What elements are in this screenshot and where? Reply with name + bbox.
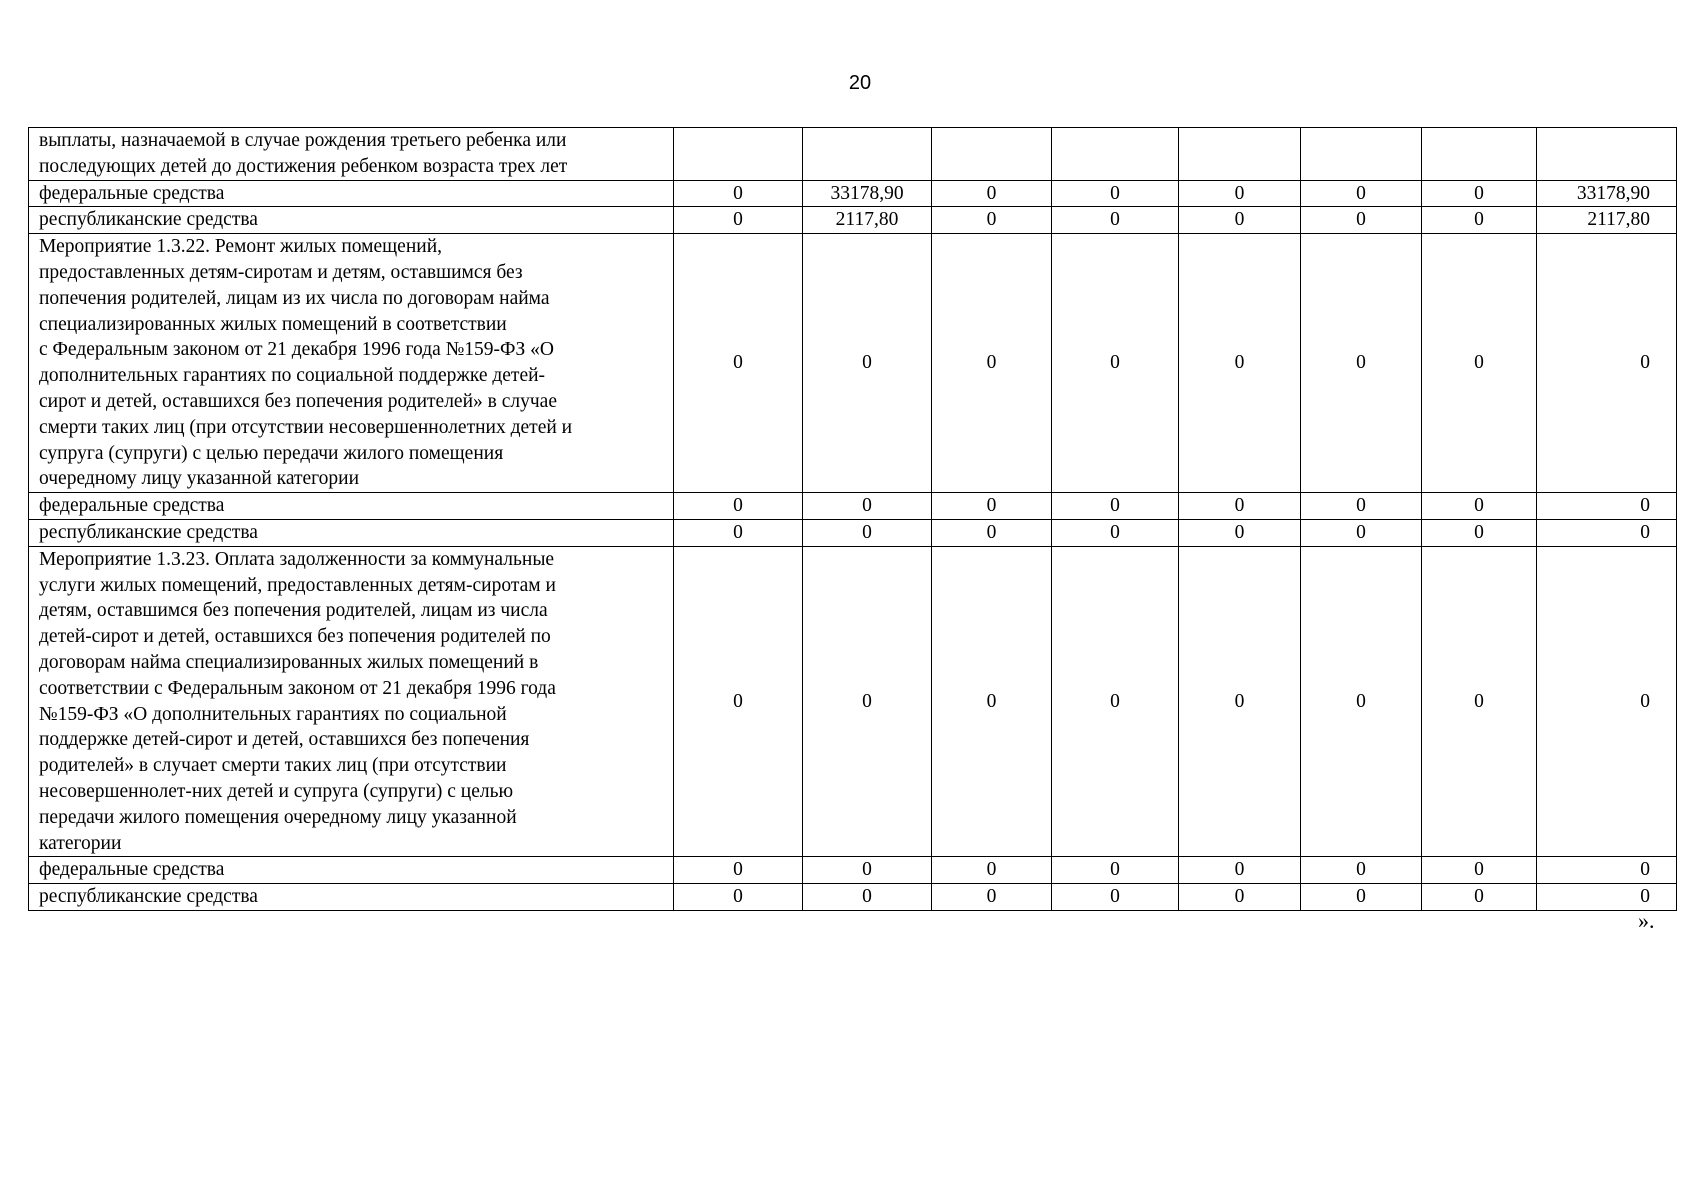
value-cell: 2117,80 xyxy=(1537,207,1677,234)
value-cell: 0 xyxy=(1537,884,1677,911)
value-cell: 0 xyxy=(1301,857,1422,884)
row-label: республиканские средства xyxy=(29,884,674,911)
value-cell: 0 xyxy=(1422,234,1537,493)
value-cell: 0 xyxy=(803,857,932,884)
table-row xyxy=(29,207,1677,234)
row-label: федеральные средства xyxy=(29,493,674,520)
value-cell: 2117,80 xyxy=(803,207,932,234)
value-cell: 0 xyxy=(932,857,1052,884)
row-label: федеральные средства xyxy=(29,857,674,884)
row-label: Мероприятие 1.3.23. Оплата задолженности за коммунальные услуги жилых помещений, предоставленных детям-сиротам и детям, оставшимся без попечения родителей, лицам из числа детей-сирот и детей, оставшихся без попечения родителей по договорам найма специализированных жилых помещений в соответствии с Федеральным законом от 21 декабря 1996 года №159-ФЗ «О дополнительных гарантиях по социальной поддержке детей-сирот и детей, оставшихся без попечения родителей» в случает смерти таких лиц (при отсутствии несовершеннолет-них детей и супруга (супруги) с целью передачи жилого помещения очередному лицу указанной категории xyxy=(29,546,674,857)
page-number: 20 xyxy=(848,72,872,94)
value-cell xyxy=(932,128,1052,181)
table-body xyxy=(29,128,1677,911)
value-cell: 0 xyxy=(1179,519,1301,546)
value-cell: 0 xyxy=(803,884,932,911)
value-cell: 0 xyxy=(1301,884,1422,911)
value-cell: 0 xyxy=(1052,546,1179,857)
value-cell: 0 xyxy=(932,234,1052,493)
value-cell: 0 xyxy=(674,234,803,493)
row-label: республиканские средства xyxy=(29,207,674,234)
value-cell: 0 xyxy=(1179,493,1301,520)
value-cell: 0 xyxy=(674,180,803,207)
budget-table xyxy=(28,127,1677,911)
value-cell: 0 xyxy=(1179,180,1301,207)
value-cell: 0 xyxy=(932,207,1052,234)
table-row xyxy=(29,128,1677,181)
value-cell: 0 xyxy=(674,493,803,520)
value-cell: 0 xyxy=(1179,546,1301,857)
value-cell: 0 xyxy=(1052,180,1179,207)
value-cell: 0 xyxy=(674,207,803,234)
value-cell xyxy=(1537,128,1677,181)
value-cell: 0 xyxy=(1422,884,1537,911)
value-cell: 0 xyxy=(1179,234,1301,493)
value-cell: 0 xyxy=(1422,519,1537,546)
table-row xyxy=(29,519,1677,546)
value-cell: 0 xyxy=(1179,207,1301,234)
value-cell: 0 xyxy=(1422,493,1537,520)
value-cell: 0 xyxy=(803,234,932,493)
value-cell: 0 xyxy=(1537,857,1677,884)
value-cell: 0 xyxy=(1422,180,1537,207)
row-label: выплаты, назначаемой в случае рождения третьего ребенка или последующих детей до достижения ребенком возраста трех лет xyxy=(29,128,674,181)
table-row xyxy=(29,493,1677,520)
value-cell: 0 xyxy=(932,546,1052,857)
value-cell: 0 xyxy=(1301,234,1422,493)
value-cell: 0 xyxy=(1537,546,1677,857)
value-cell: 0 xyxy=(1301,180,1422,207)
value-cell: 0 xyxy=(1537,234,1677,493)
value-cell: 0 xyxy=(674,884,803,911)
value-cell: 0 xyxy=(1052,493,1179,520)
value-cell: 0 xyxy=(932,180,1052,207)
value-cell: 0 xyxy=(1301,546,1422,857)
value-cell: 33178,90 xyxy=(1537,180,1677,207)
table-row xyxy=(29,884,1677,911)
value-cell xyxy=(1179,128,1301,181)
value-cell xyxy=(1422,128,1537,181)
value-cell: 0 xyxy=(1301,519,1422,546)
value-cell: 0 xyxy=(1179,884,1301,911)
value-cell: 0 xyxy=(1422,857,1537,884)
value-cell: 0 xyxy=(1052,234,1179,493)
row-label: республиканские средства xyxy=(29,519,674,546)
value-cell: 0 xyxy=(932,884,1052,911)
value-cell: 0 xyxy=(1422,546,1537,857)
value-cell xyxy=(803,128,932,181)
value-cell: 0 xyxy=(932,493,1052,520)
value-cell: 0 xyxy=(1052,884,1179,911)
value-cell: 0 xyxy=(674,857,803,884)
value-cell: 0 xyxy=(1301,207,1422,234)
value-cell xyxy=(1052,128,1179,181)
row-label: федеральные средства xyxy=(29,180,674,207)
value-cell: 0 xyxy=(1537,519,1677,546)
value-cell: 0 xyxy=(1052,519,1179,546)
value-cell: 0 xyxy=(1301,493,1422,520)
value-cell xyxy=(674,128,803,181)
value-cell: 0 xyxy=(1422,207,1537,234)
value-cell: 0 xyxy=(674,519,803,546)
value-cell: 0 xyxy=(803,519,932,546)
value-cell: 33178,90 xyxy=(803,180,932,207)
value-cell: 0 xyxy=(674,546,803,857)
value-cell: 0 xyxy=(803,546,932,857)
value-cell: 0 xyxy=(1537,493,1677,520)
value-cell xyxy=(1301,128,1422,181)
table-row xyxy=(29,546,1677,857)
table-row xyxy=(29,857,1677,884)
value-cell: 0 xyxy=(932,519,1052,546)
value-cell: 0 xyxy=(1052,857,1179,884)
row-label: Мероприятие 1.3.22. Ремонт жилых помещений, предоставленных детям-сиротам и детям, оставшимся без попечения родителей, лицам из их числа по договорам найма специализированных жилых помещений в соответствии с Федеральным законом от 21 декабря 1996 года №159-ФЗ «О дополнительных гарантиях по социальной поддержке детей- сирот и детей, оставшихся без попечения родителей» в случае смерти таких лиц (при отсутствии несовершеннолетних детей и супруга (супруги) с целью передачи жилого помещения очередному лицу указанной категории xyxy=(29,234,674,493)
value-cell: 0 xyxy=(1052,207,1179,234)
closing-quote: ». xyxy=(1638,908,1655,933)
table-row xyxy=(29,180,1677,207)
value-cell: 0 xyxy=(803,493,932,520)
table-row xyxy=(29,234,1677,493)
value-cell: 0 xyxy=(1179,857,1301,884)
